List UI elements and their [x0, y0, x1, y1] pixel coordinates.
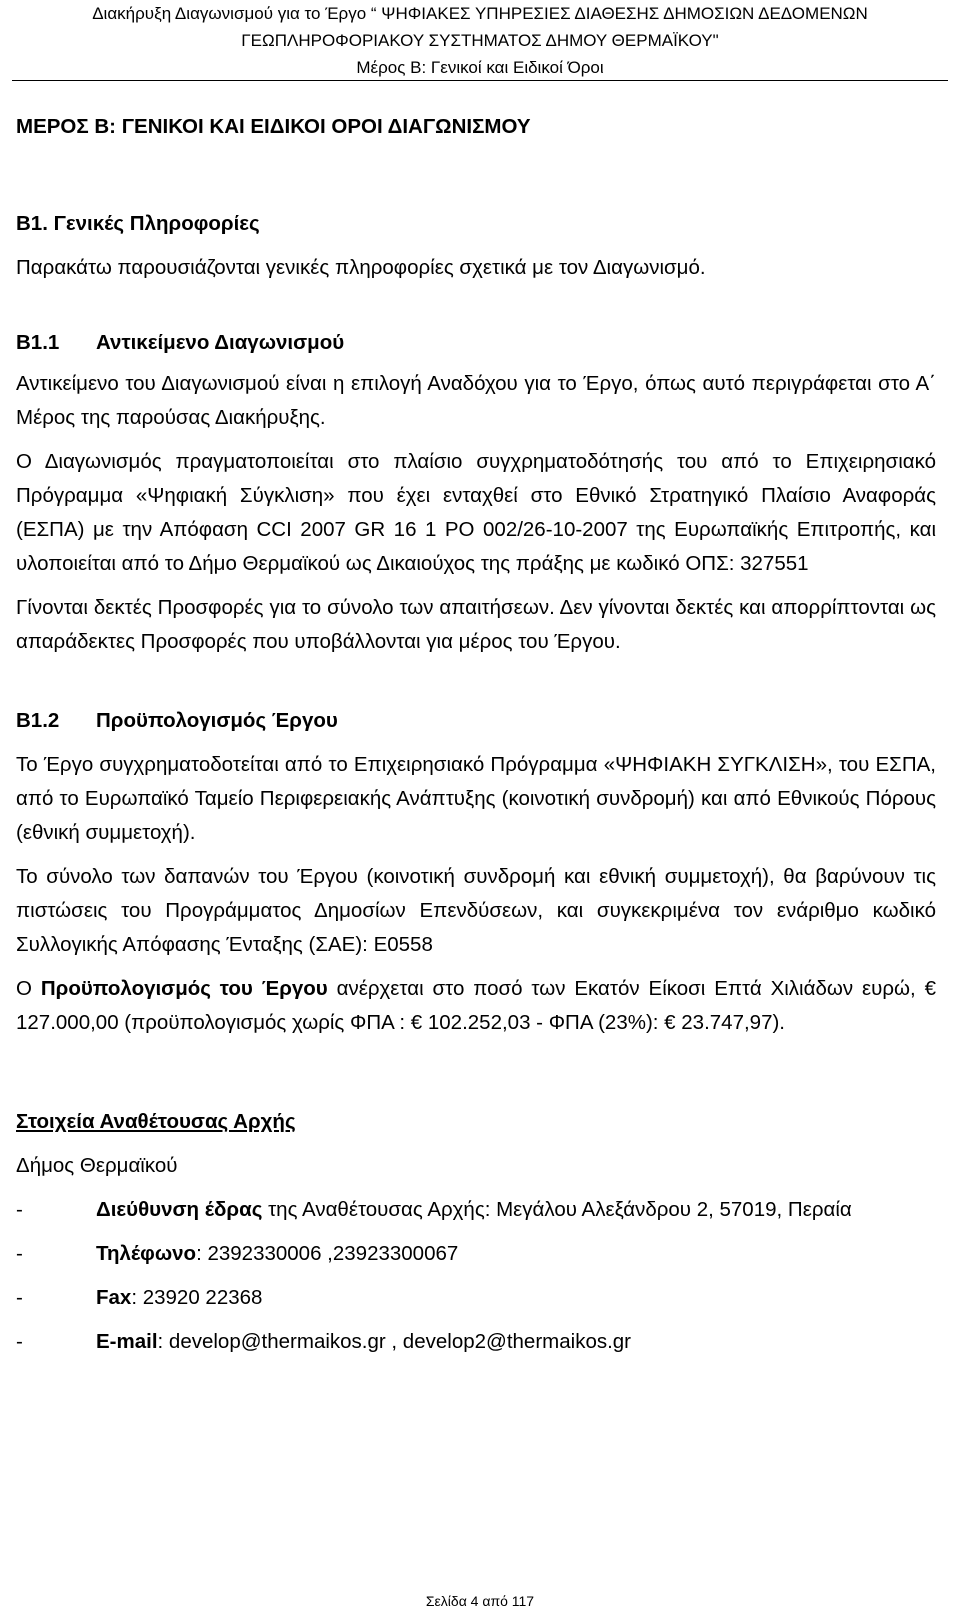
authority-fax	[16, 1281, 936, 1315]
header-line-1: Διακήρυξη Διαγωνισμού για το Έργο “ ΨΗΦΙΑΚΕΣ ΥΠΗΡΕΣΙΕΣ ΔΙΑΘΕΣΗΣ ΔΗΜΟΣΙΩΝ ΔΕΔΟΜΕΝΩΝ	[92, 4, 868, 23]
phone-label: Τηλέφωνο	[96, 1242, 197, 1265]
section-b12-title: Προϋπολογισμός Έργου	[96, 709, 338, 732]
section-b11-heading	[16, 326, 936, 360]
header-divider	[12, 80, 948, 81]
authority-title: Στοιχεία Αναθέτουσας Αρχής	[16, 1110, 296, 1133]
fax-text: : 23920 22368	[131, 1286, 263, 1309]
phone-dash: -	[16, 1242, 23, 1265]
document-body	[16, 110, 936, 1359]
header-line-2: ΓΕΩΠΛΗΡΟΦΟΡΙΑΚΟΥ ΣΥΣΤΗΜΑΤΟΣ ΔΗΜΟΥ ΘΕΡΜΑΪΚΟΥ"	[241, 31, 719, 50]
phone-text: : 2392330006 ,23923300067	[196, 1242, 459, 1265]
section-b11-title: Αντικείμενο Διαγωνισμού	[96, 331, 345, 354]
section-b12-paragraph-3	[16, 972, 936, 1040]
page-header	[0, 0, 960, 80]
section-b11-paragraph-1: Αντικείμενο του Διαγωνισμού είναι η επιλογή Αναδόχου για το Έργο, όπως αυτό περιγράφεται στο Α΄ Μέρος της παρούσας Διακήρυξης.	[16, 372, 936, 429]
budget-intro-text: Ο	[16, 977, 41, 1000]
section-b1-title: Β1. Γενικές Πληροφορίες	[16, 212, 260, 235]
section-b12-number: Β1.2	[16, 709, 60, 732]
section-b11-paragraph-2: Ο Διαγωνισμός πραγματοποιείται στο πλαίσιο συγχρηματοδότησής του από το Επιχειρησιακό Πρόγραμμα «Ψηφιακή Σύγκλιση» που έχει ενταχθεί στο Εθνικό Στρατηγικό Πλαίσιο Αναφοράς (ΕΣΠΑ) με την Απόφαση CCI 2007 GR 16 1 PO 002/26-10-2007 της Ευρωπαϊκής Επιτροπής, και υλοποιείται από το Δήμο Θερμαϊκού ως Δικαιούχος της πράξης με κωδικό ΟΠΣ: 327551	[16, 450, 936, 575]
address-label: Διεύθυνση έδρας	[96, 1198, 263, 1221]
section-b11-number: Β1.1	[16, 331, 60, 354]
header-line-3: Μέρος Β: Γενικοί και Ειδικοί Όροι	[356, 58, 604, 77]
address-text: της Αναθέτουσας Αρχής: Μεγάλου Αλεξάνδρου 2, 57019, Περαία	[262, 1198, 852, 1221]
section-b1-intro: Παρακάτω παρουσιάζονται γενικές πληροφορίες σχετικά με τον Διαγωνισμό.	[16, 256, 706, 279]
email-label: E-mail	[96, 1330, 158, 1353]
email-dash: -	[16, 1330, 23, 1353]
section-b12-heading	[16, 704, 936, 738]
authority-email	[16, 1325, 936, 1359]
authority-name: Δήμος Θερμαϊκού	[16, 1154, 178, 1177]
authority-address	[16, 1193, 936, 1227]
page-number-footer: Σελίδα 4 από 117	[425, 1593, 535, 1609]
fax-label: Fax	[96, 1286, 132, 1309]
address-dash: -	[16, 1198, 23, 1221]
part-title: ΜΕΡΟΣ Β: ΓΕΝΙΚΟΙ ΚΑΙ ΕΙΔΙΚΟΙ ΟΡΟΙ ΔΙΑΓΩΝΙΣΜΟΥ	[16, 115, 531, 138]
budget-bold-label: Προϋπολογισμός του Έργου	[40, 977, 328, 1000]
section-b11-paragraph-3: Γίνονται δεκτές Προσφορές για το σύνολο των απαιτήσεων. Δεν γίνονται δεκτές και απορρίπτονται ως απαράδεκτες Προσφορές που υποβάλλονται για μέρος του Έργου.	[16, 596, 936, 653]
email-text: : develop@thermaikos.gr , develop2@thermaikos.gr	[157, 1330, 632, 1353]
fax-dash: -	[16, 1286, 23, 1309]
budget-amount-text: ανέρχεται στο ποσό των Εκατόν Είκοσι Επτά Χιλιάδων ευρώ, € 127.000,00 (προϋπολογισμός χωρίς ΦΠΑ : € 102.252,03 - ΦΠΑ (23%): € 23.747,97).	[16, 977, 936, 1034]
section-b12-paragraph-1: Το Έργο συγχρηματοδοτείται από το Επιχειρησιακό Πρόγραμμα «ΨΗΦΙΑΚΗ ΣΥΓΚΛΙΣΗ», του ΕΣΠΑ, από το Ευρωπαϊκό Ταμείο Περιφερειακής Ανάπτυξης (κοινοτική συνδρομή) και από Εθνικούς Πόρους (εθνική συμμετοχή).	[16, 753, 936, 844]
authority-phone	[16, 1237, 936, 1271]
section-b12-paragraph-2: Το σύνολο των δαπανών του Έργου (κοινοτική συνδρομή και εθνική συμμετοχή), θα βαρύνουν τις πιστώσεις του Προγράμματος Δημοσίων Επενδύσεων, και συγκεκριμένα τον ενάριθμο κωδικό Συλλογικής Απόφασης Ένταξης (ΣΑΕ): Ε0558	[16, 865, 936, 956]
